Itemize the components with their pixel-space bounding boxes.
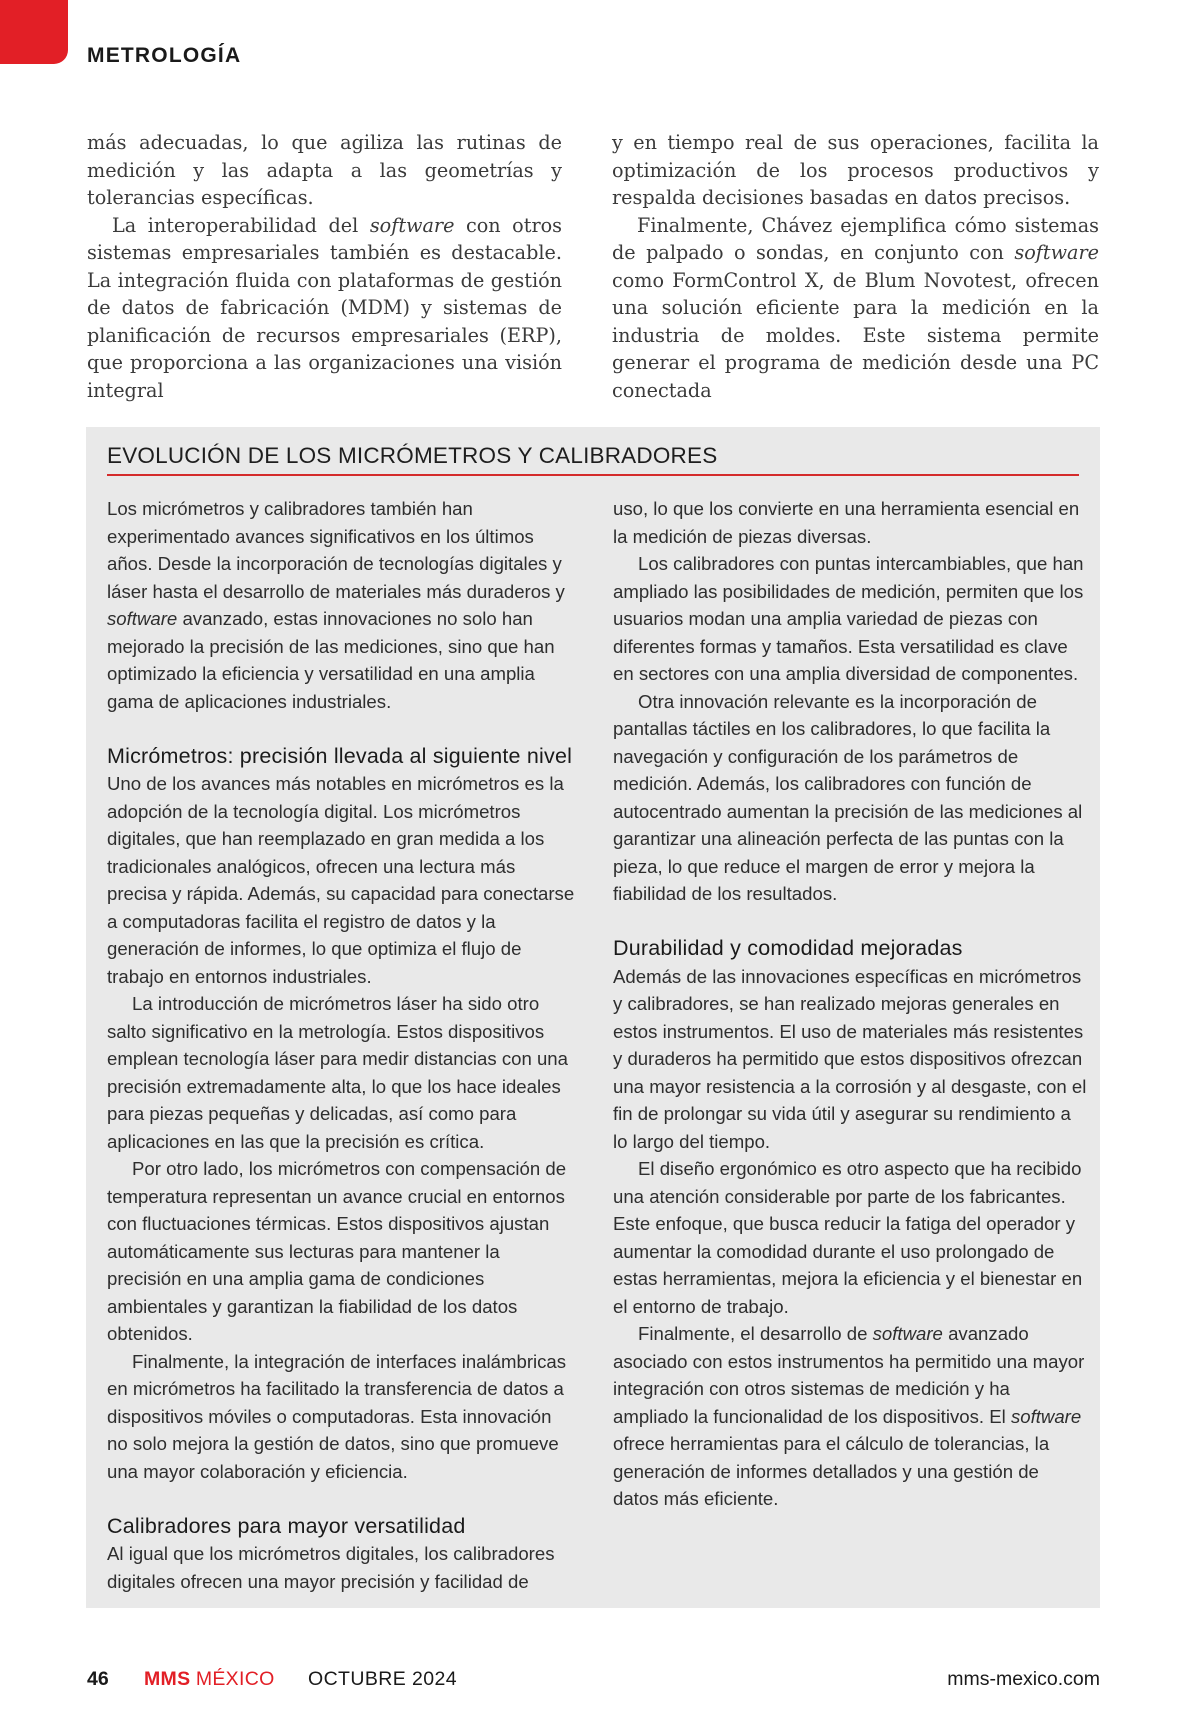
page-number: 46 bbox=[87, 1668, 109, 1690]
sidebar-subheading: Micrómetros: precisión llevada al siguiente nivel bbox=[107, 743, 573, 768]
issue-date: OCTUBRE 2024 bbox=[308, 1668, 457, 1690]
sidebar-paragraph: Al igual que los micrómetros digitales, los calibradores digitales ofrecen una mayor precisión y facilidad de bbox=[107, 1543, 555, 1592]
sidebar-subheading: Durabilidad y comodidad mejoradas bbox=[613, 936, 963, 960]
sidebar-paragraph: El diseño ergonómico es otro aspecto que ha recibido una atención considerable por parte de los fabricantes. Este enfoque, que busca reducir la fatiga del operador y aumentar la comodidad durante el uso prolongado de estas herramientas, mejora la eficiencia y el bienestar en el entorno de trabajo. bbox=[613, 1158, 1083, 1317]
sidebar-column-right bbox=[613, 495, 1088, 1513]
article-paragraph: La interoperabilidad del software con otros sistemas empresariales también es destacable. La integración fluida con plataformas de gestión de datos de fabricación (MDM) y sistemas de planificación de recursos empresariales (ERP), que proporciona a las organizaciones una visión integral bbox=[87, 213, 563, 402]
sidebar-box bbox=[86, 427, 1100, 1608]
section-label: METROLOGÍA bbox=[87, 44, 242, 67]
sidebar-title: EVOLUCIÓN DE LOS MICRÓMETROS Y CALIBRADORES bbox=[107, 443, 1079, 476]
article-paragraph: Finalmente, Chávez ejemplifica cómo sistemas de palpado o sondas, en conjunto con software como FormControl X, de Blum Novotest, ofrecen una solución eficiente para la medición en la industria de moldes. Este sistema permite generar el programa de medición desde una PC conectada bbox=[612, 213, 1099, 402]
sidebar-paragraph: uso, lo que los convierte en una herramienta esencial en la medición de piezas diversas. bbox=[613, 498, 1080, 547]
sidebar-paragraph: Además de las innovaciones específicas en micrómetros y calibradores, se han realizado mejoras generales en estos instrumentos. El uso de materiales más resistentes y duraderos ha permitido que estos dispositivos ofrezcan una mayor resistencia a la corrosión y al desgaste, con el fin de prolongar su vida útil y asegurar su rendimiento a lo largo del tiempo. bbox=[613, 965, 1087, 1152]
sidebar-paragraph: Uno de los avances más notables en micrómetros es la adopción de la tecnología digital. Los micrómetros digitales, que han reemplazado en gran medida a los tradicionales analógicos, ofrecen una lectura más precisa y rápida. Además, su capacidad para conectarse a computadoras facilita el registro de datos y la generación de informes, lo que optimiza el flujo de trabajo en entornos industriales. bbox=[107, 773, 575, 987]
sidebar-paragraph: Los calibradores con puntas intercambiables, que han ampliado las posibilidades de medición, permiten que los usuarios modan una amplia variedad de piezas con diferentes formas y tamaños. Esta versatilidad es clave en sectores con una amplia diversidad de componentes. bbox=[613, 553, 1084, 684]
article-paragraph: más adecuadas, lo que agiliza las rutinas de medición y las adapta a las geometrías y tolerancias específicas. bbox=[87, 131, 562, 209]
sidebar-column-left bbox=[107, 495, 577, 1595]
page-footer bbox=[87, 1668, 1100, 1698]
section-color-tab bbox=[0, 0, 68, 64]
article-paragraph: y en tiempo real de sus operaciones, facilita la optimización de los procesos productivos y respalda decisiones basadas en datos precisos. bbox=[612, 131, 1099, 209]
sidebar-paragraph: Otra innovación relevante es la incorporación de pantallas táctiles en los calibradores, lo que facilita la navegación y configuración de los parámetros de medición. Además, los calibradores con función de autocentrado aumentan la precisión de las mediciones al garantizar una alineación perfecta de las puntas con la pieza, lo que reduce el margen de error y mejora la fiabilidad de los resultados. bbox=[613, 690, 1083, 904]
sidebar-paragraph: Finalmente, el desarrollo de software avanzado asociado con estos instrumentos ha permitido una mayor integración con otros sistemas de medición y ha ampliado la funcionalidad de los dispositivos. El software ofrece herramientas para el cálculo de tolerancias, la generación de informes detallados y una gestión de datos más eficiente. bbox=[613, 1323, 1085, 1509]
article-column-right bbox=[612, 129, 1099, 404]
sidebar-subheading: Calibradores para mayor versatilidad bbox=[107, 1513, 466, 1538]
website-link[interactable]: mms-mexico.com bbox=[947, 1668, 1100, 1690]
article-column-left bbox=[87, 129, 562, 404]
sidebar-paragraph: La introducción de micrómetros láser ha sido otro salto significativo en la metrología. Estos dispositivos emplean tecnología láser para medir distancias con una precisión extremadamente alta, lo que los hace ideales para piezas pequeñas y delicadas, así como para aplicaciones en las que la precisión es crítica. bbox=[107, 993, 568, 1152]
sidebar-paragraph: Finalmente, la integración de interfaces inalámbricas en micrómetros ha facilitado la transferencia de datos a dispositivos móviles o computadoras. Esta innovación no solo mejora la gestión de datos, sino que promueve una mayor colaboración y eficiencia. bbox=[107, 1350, 567, 1482]
sidebar-paragraph: Los micrómetros y calibradores también han experimentado avances significativos en los últimos años. Desde la incorporación de tecnologías digitales y láser hasta el desarrollo de materiales más duraderos y software avanzado, estas innovaciones no solo han mejorado la precisión de las mediciones, sino que han optimizado la eficiencia y versatilidad en una amplia gama de aplicaciones industriales. bbox=[107, 498, 565, 712]
sidebar-paragraph: Por otro lado, los micrómetros con compensación de temperatura representan un avance crucial en entornos con fluctuaciones térmicas. Estos dispositivos ajustan automáticamente sus lecturas para mantener la precisión en una amplia gama de condiciones ambientales y garantizan la fiabilidad de los datos obtenidos. bbox=[107, 1158, 567, 1344]
magazine-brand: MMS MÉXICO bbox=[144, 1668, 275, 1690]
